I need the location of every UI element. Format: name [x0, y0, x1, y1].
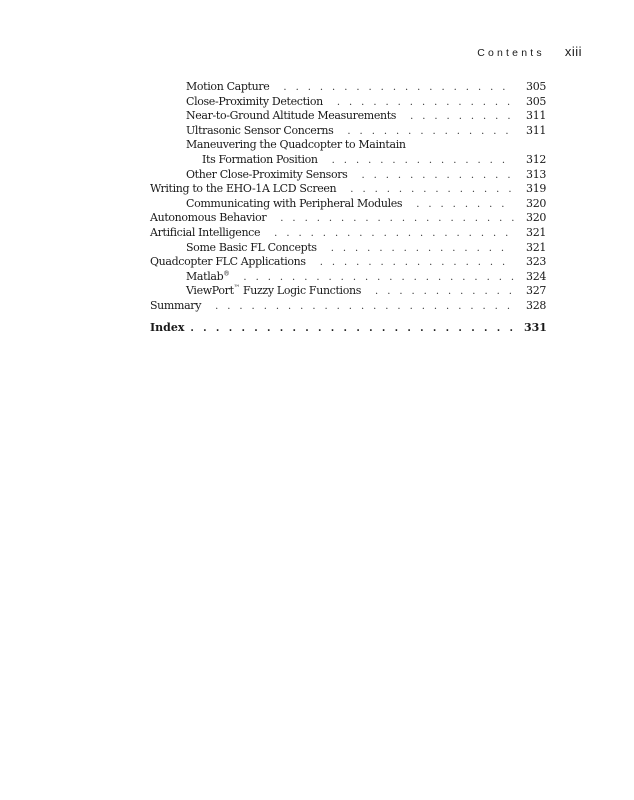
dot-leader: [410, 110, 514, 125]
toc-entry-label: Writing to the EHO-1A LCD Screen: [150, 182, 337, 196]
toc-entry-writing-lcd[interactable]: [150, 182, 546, 197]
toc-entry-label-continued: Its Formation Position: [202, 152, 318, 166]
dot-leader: [361, 169, 514, 184]
toc-entry-page: 327: [526, 284, 546, 298]
toc-entry-label: Close-Proximity Detection: [186, 94, 323, 108]
toc-entry-label: Other Close-Proximity Sensors: [186, 167, 348, 181]
running-head-title: Contents: [477, 47, 545, 59]
toc-entry-page: 305: [526, 94, 546, 108]
toc-entry-communicating[interactable]: [150, 197, 546, 212]
toc-entry-page: 320: [526, 211, 546, 225]
toc-entry-page: 311: [526, 123, 546, 137]
toc-entry-label: Autonomous Behavior: [150, 211, 267, 225]
toc-entry-ultrasonic-sensor[interactable]: [150, 124, 546, 139]
toc-entry-label-wrap: [186, 270, 229, 285]
toc-entry-page: 321: [526, 240, 546, 254]
toc-entry-near-to-ground[interactable]: [150, 109, 546, 124]
toc-entry-other-close-proximity[interactable]: [150, 168, 546, 183]
toc-entry-label: Artificial Intelligence: [150, 225, 261, 239]
toc-entry-label: ViewPort: [186, 284, 234, 298]
toc-entry-matlab[interactable]: [150, 270, 546, 285]
toc-entry-maneuvering[interactable]: [150, 138, 546, 153]
toc-entry-label: Near-to-Ground Altitude Measurements: [186, 109, 397, 123]
toc-entry-maneuvering-continued[interactable]: [150, 153, 546, 168]
toc-entry-label-wrap: [186, 284, 361, 299]
toc-entry-page: 324: [526, 269, 546, 283]
toc-entry-viewport[interactable]: [150, 284, 546, 299]
toc-entry-page: 312: [526, 152, 546, 166]
toc-entry-label: Quadcopter FLC Applications: [150, 255, 306, 269]
toc-entry-page: 321: [526, 225, 546, 239]
toc-entry-motion-capture[interactable]: [150, 80, 546, 95]
dot-leader: [320, 256, 514, 271]
dot-leader: [375, 285, 514, 300]
toc-entry-page: 313: [526, 167, 546, 181]
toc-entry-label: Index: [150, 320, 185, 334]
toc-entry-index[interactable]: [150, 321, 546, 336]
dot-leader: [274, 227, 514, 242]
dot-leader: [331, 242, 514, 257]
toc-entry-autonomous[interactable]: [150, 211, 546, 226]
toc-entry-page: 323: [526, 255, 546, 269]
toc-entry-page: 328: [526, 298, 546, 312]
dot-leader: [347, 125, 514, 140]
registered-mark: ®: [223, 269, 230, 278]
toc-entry-page: 320: [526, 196, 546, 210]
table-of-contents: [150, 80, 546, 335]
toc-entry-page: 331: [524, 320, 547, 334]
toc-entry-label: Maneuvering the Quadcopter to Maintain: [186, 138, 406, 152]
dot-leader: [332, 154, 514, 169]
toc-entry-label-rest: Fuzzy Logic Functions: [239, 284, 362, 298]
toc-entry-label: Ultrasonic Sensor Concerns: [186, 123, 334, 137]
toc-entry-label: Motion Capture: [186, 80, 270, 93]
toc-entry-artificial-intelligence[interactable]: [150, 226, 546, 241]
toc-entry-page: 305: [526, 80, 546, 93]
dot-leader: [350, 183, 514, 198]
toc-entry-close-proximity-detection[interactable]: [150, 95, 546, 110]
toc-entry-label: Some Basic FL Concepts: [186, 240, 317, 254]
toc-entry-page: 311: [526, 109, 546, 123]
running-head: [477, 44, 582, 59]
dot-leader: [337, 96, 514, 111]
dot-leader: [190, 322, 514, 337]
toc-entry-page: 319: [526, 182, 546, 196]
page-number: xiii: [564, 44, 582, 59]
toc-entry-label: Matlab: [186, 269, 224, 283]
dot-leader: [280, 212, 514, 227]
toc-entry-quadcopter-flc[interactable]: [150, 255, 546, 270]
toc-entry-basic-fl[interactable]: [150, 241, 546, 256]
toc-entry-label: Communicating with Peripheral Modules: [186, 196, 403, 210]
trademark-mark: ™: [233, 283, 240, 292]
toc-entry-label: Summary: [150, 298, 202, 312]
dot-leader: [416, 198, 514, 213]
toc-entry-summary[interactable]: [150, 299, 546, 314]
dot-leader: [283, 81, 514, 96]
dot-leader: [215, 300, 514, 315]
